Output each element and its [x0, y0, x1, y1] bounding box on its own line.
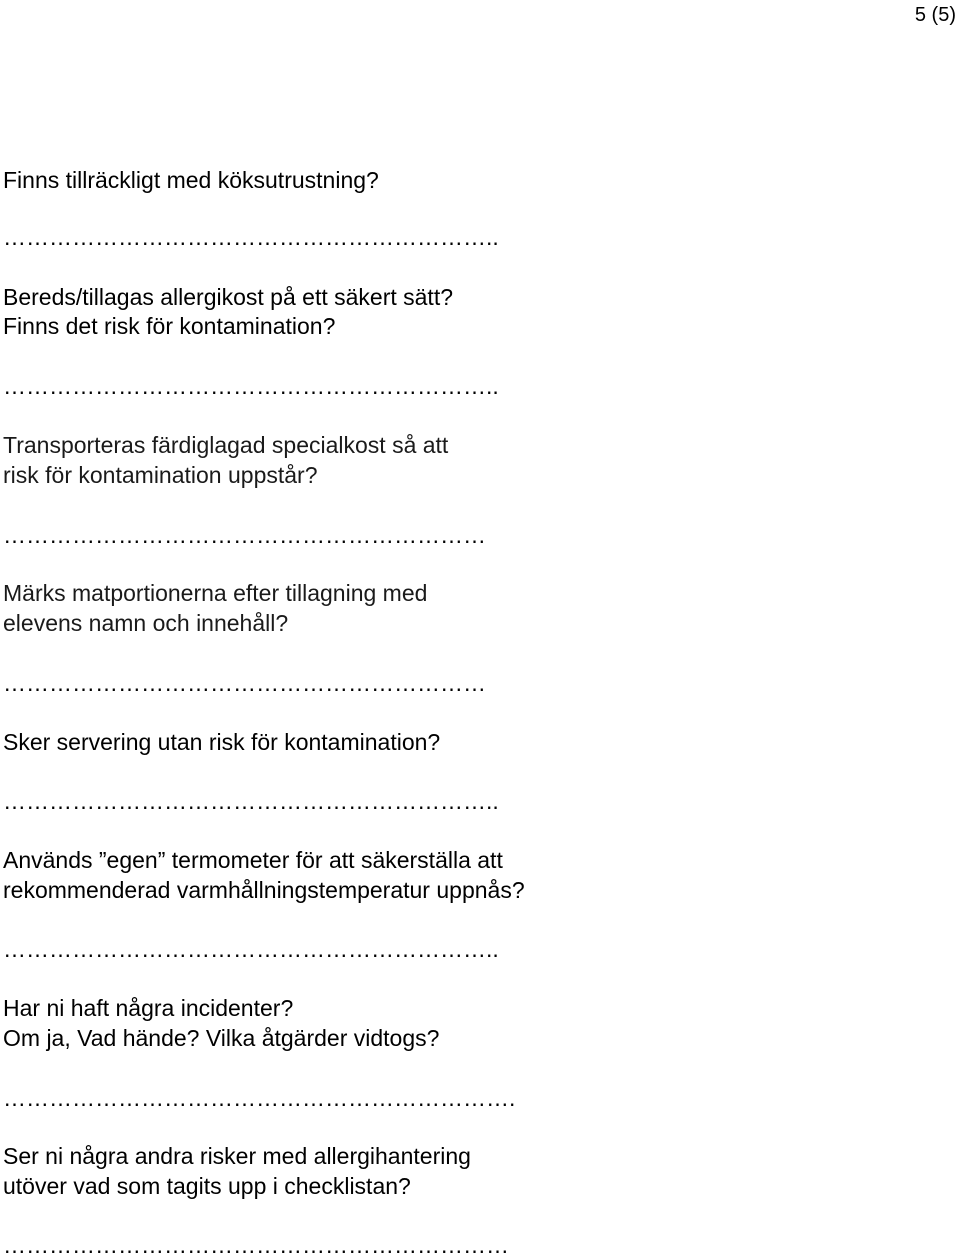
question-8-line-1: Ser ni några andra risker med allergihantering: [3, 1143, 471, 1169]
answer-line-5[interactable]: ………………………………………………………..: [3, 788, 499, 814]
question-4-line-1: Märks matportionerna efter tillagning med: [3, 580, 428, 606]
question-6-line-1: Används ”egen” termometer för att säkerställa att: [3, 847, 503, 873]
question-4-line-2: elevens namn och innehåll?: [3, 610, 289, 636]
question-1: Finns tillräckligt med köksutrustning?: [3, 167, 379, 193]
question-3-line-2: risk för kontamination uppstår?: [3, 462, 318, 488]
answer-line-7[interactable]: ………………………………………………………….: [3, 1085, 516, 1111]
page-number: 5 (5): [914, 4, 956, 26]
answer-line-8[interactable]: …………………………………………………………: [3, 1232, 509, 1258]
question-7-line-2: Om ja, Vad hände? Vilka åtgärder vidtogs?: [3, 1025, 440, 1051]
question-7-line-1: Har ni haft några incidenter?: [3, 995, 294, 1021]
answer-line-1[interactable]: ………………………………………………………..: [3, 224, 499, 250]
question-2-line-2: Finns det risk för kontamination?: [3, 313, 336, 339]
question-3-line-1: Transporteras färdiglagad specialkost så att: [3, 432, 449, 458]
question-2-line-1: Bereds/tillagas allergikost på ett säkert sätt?: [3, 284, 454, 310]
answer-line-6[interactable]: ………………………………………………………..: [3, 936, 499, 962]
answer-line-2[interactable]: ………………………………………………………..: [3, 373, 499, 399]
question-8-line-2: utöver vad som tagits upp i checklistan?: [3, 1173, 411, 1199]
question-5: Sker servering utan risk för kontamination?: [3, 729, 441, 755]
answer-line-3[interactable]: ………………………………………………………: [3, 522, 486, 548]
answer-line-4[interactable]: ………………………………………………………: [3, 670, 486, 696]
question-6-line-2: rekommenderad varmhållningstemperatur uppnås?: [3, 877, 525, 903]
